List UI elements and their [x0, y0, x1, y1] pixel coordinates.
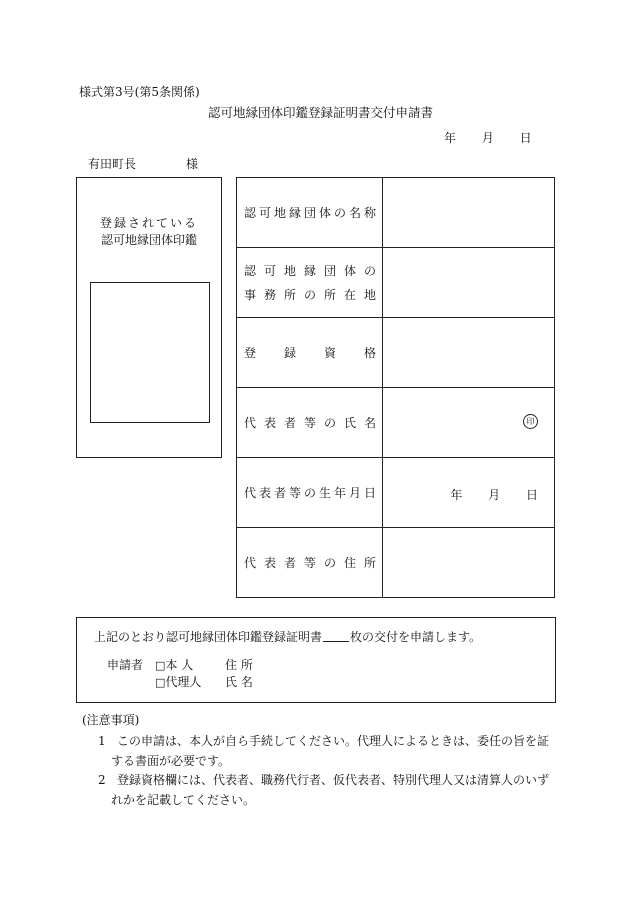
request-text-before: 上記のとおり認可地縁団体印鑑登録証明書	[94, 630, 323, 644]
seal-caption	[77, 215, 221, 249]
addressee	[88, 155, 198, 172]
application-form-table	[236, 177, 555, 598]
registered-seal-box	[76, 177, 222, 458]
form-row	[237, 318, 555, 388]
applicant-label: 申請者	[107, 658, 144, 672]
applicant-section	[107, 657, 253, 691]
address-label: 住 所	[225, 658, 253, 672]
notes-title: (注意事項)	[82, 713, 140, 727]
request-text-after: 枚の交付を申請します。	[350, 630, 482, 644]
name-label: 氏 名	[225, 675, 253, 689]
form-number: 様式第3号(第5条関係)	[79, 85, 200, 99]
application-statement-box	[76, 617, 556, 703]
note-text: この申請は、本人が自ら手続してください。代理人によるときは、委任の旨を証する書面が必要です。	[111, 734, 550, 768]
form-row-label	[237, 528, 383, 598]
note-text: 登録資格欄には、代表者、職務代行者、仮代表者、特別代理人又は清算人のいずれかを記載してください。	[111, 773, 550, 807]
checkbox-self[interactable]: □	[155, 659, 166, 672]
label-line: 認可地縁団体の	[244, 263, 376, 278]
option-agent-label: 代理人	[165, 675, 202, 689]
option-self-label: 本 人	[165, 658, 194, 672]
registration-qualification-field[interactable]	[383, 318, 555, 388]
label-line: 代表者等の氏名	[244, 415, 376, 430]
checkbox-agent[interactable]: □	[155, 676, 166, 689]
note-item	[98, 770, 560, 810]
form-row	[237, 388, 555, 458]
label-line: 認可地縁団体の名称	[244, 205, 376, 220]
form-row-label	[237, 248, 383, 318]
label-line: 代表者等の住所	[244, 555, 376, 570]
form-row	[237, 248, 555, 318]
representative-birthdate-field[interactable]	[383, 458, 555, 528]
form-row-label	[237, 458, 383, 528]
form-row-label	[237, 388, 383, 458]
note-number: 1	[98, 734, 106, 748]
copies-count-field[interactable]	[323, 629, 349, 642]
representative-name-field[interactable]	[383, 388, 555, 458]
group-name-field[interactable]	[383, 178, 555, 248]
seal-impression-area[interactable]	[90, 282, 210, 423]
form-row	[237, 458, 555, 528]
seal-mark-icon: 印	[523, 414, 538, 429]
note-number: 2	[98, 773, 106, 787]
label-line: 事務所の所在地	[244, 287, 376, 302]
form-row-label	[237, 178, 383, 248]
office-address-field[interactable]	[383, 248, 555, 318]
label-line: 代表者等の生年月日	[244, 485, 376, 500]
document-title: 認可地縁団体印鑑登録証明書交付申請書	[208, 105, 434, 120]
request-statement	[94, 628, 481, 645]
birthdate-placeholder: 年 月 日	[450, 488, 538, 502]
application-date: 年 月 日	[444, 131, 532, 145]
note-item	[98, 731, 560, 771]
addressee-suffix: 様	[186, 157, 199, 171]
label-line: 登録資格	[244, 345, 376, 360]
representative-address-field[interactable]	[383, 528, 555, 598]
seal-caption-line1: 登録されている	[99, 216, 198, 230]
form-row	[237, 178, 555, 248]
form-row	[237, 528, 555, 598]
form-row-label	[237, 318, 383, 388]
seal-caption-line2: 認可地縁団体印鑑	[100, 233, 197, 247]
addressee-name: 有田町長	[88, 157, 137, 171]
